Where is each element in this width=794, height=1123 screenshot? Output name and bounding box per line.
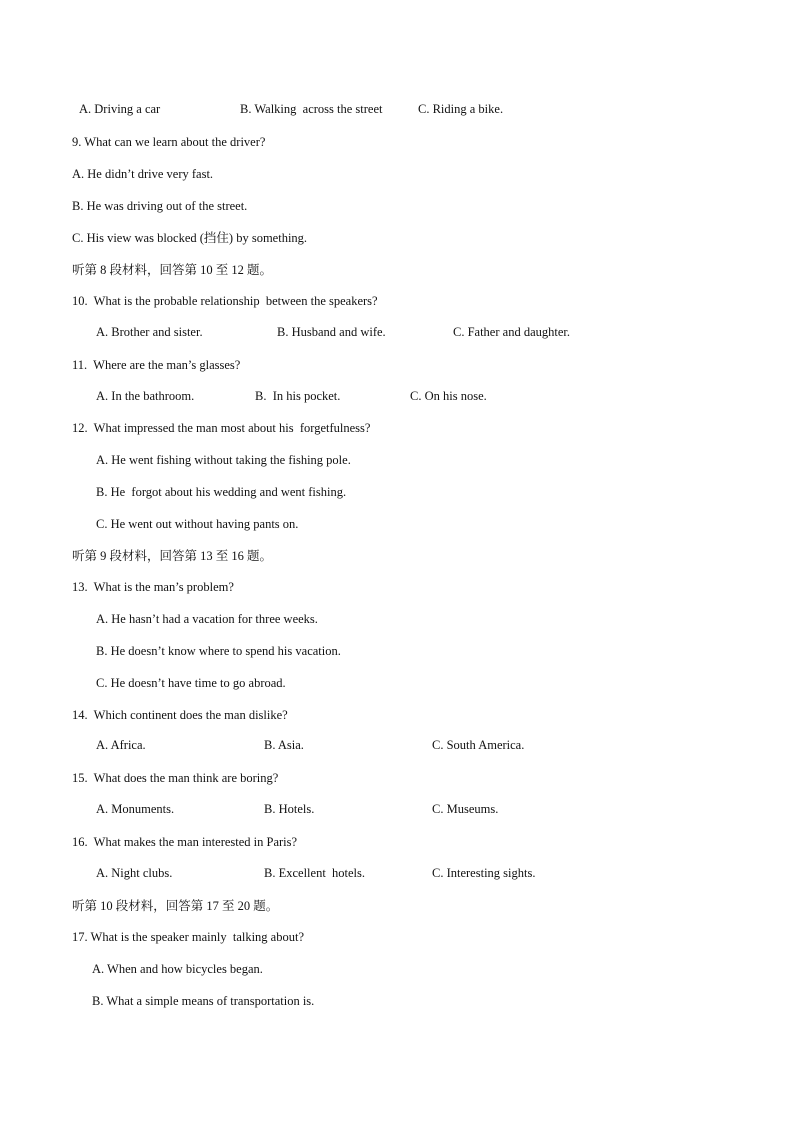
q14-option-c: C. South America. bbox=[432, 738, 525, 752]
q8-option-a: A. Driving a car bbox=[79, 102, 161, 116]
q10-stem: 10. What is the probable relationship between the speakers? bbox=[72, 294, 378, 308]
q15-option-a: A. Monuments. bbox=[96, 802, 175, 816]
q11-option-c: C. On his nose. bbox=[410, 389, 487, 403]
q17-stem: 17. What is the speaker mainly talking about? bbox=[72, 930, 305, 944]
q10-option-c: C. Father and daughter. bbox=[453, 325, 570, 339]
q13-option-a: A. He hasn’t had a vacation for three weeks. bbox=[96, 612, 318, 626]
q16-stem: 16. What makes the man interested in Paris? bbox=[72, 835, 298, 849]
q15-option-b: B. Hotels. bbox=[264, 802, 315, 816]
q17-option-b: B. What a simple means of transportation is. bbox=[92, 994, 315, 1008]
q9-option-c: C. His view was blocked (挡住) by something. bbox=[72, 231, 308, 245]
q10-option-a: A. Brother and sister. bbox=[96, 325, 203, 339]
q9-option-b: B. He was driving out of the street. bbox=[72, 199, 248, 213]
q13-option-c: C. He doesn’t have time to go abroad. bbox=[96, 676, 286, 690]
q10-option-b: B. Husband and wife. bbox=[277, 325, 386, 339]
q17-option-a: A. When and how bicycles began. bbox=[92, 962, 263, 976]
q14-stem: 14. Which continent does the man dislike? bbox=[72, 708, 288, 722]
q13-stem: 13. What is the man’s problem? bbox=[72, 580, 234, 594]
q15-stem: 15. What does the man think are boring? bbox=[72, 771, 279, 785]
q13-option-b: B. He doesn’t know where to spend his vacation. bbox=[96, 644, 341, 658]
q12-option-c: C. He went out without having pants on. bbox=[96, 517, 299, 531]
q8-option-c: C. Riding a bike. bbox=[418, 102, 504, 116]
q16-option-c: C. Interesting sights. bbox=[432, 866, 536, 880]
q11-option-b: B. In his pocket. bbox=[255, 389, 341, 403]
q12-option-a: A. He went fishing without taking the fishing pole. bbox=[96, 453, 351, 467]
section-heading-9: 听第 9 段材料，回答第 13 至 16 题。 bbox=[72, 549, 273, 563]
q9-option-a: A. He didn’t drive very fast. bbox=[72, 167, 214, 181]
q12-option-b: B. He forgot about his wedding and went fishing. bbox=[96, 485, 347, 499]
q12-stem: 12. What impressed the man most about his forgetfulness? bbox=[72, 421, 371, 435]
section-heading-8: 听第 8 段材料，回答第 10 至 12 题。 bbox=[72, 263, 273, 277]
q9-stem: 9. What can we learn about the driver? bbox=[72, 135, 266, 149]
q16-option-b: B. Excellent hotels. bbox=[264, 866, 366, 880]
q11-stem: 11. Where are the man’s glasses? bbox=[72, 358, 241, 372]
q14-option-a: A. Africa. bbox=[96, 738, 146, 752]
q8-option-b: B. Walking across the street bbox=[240, 102, 383, 116]
q16-option-a: A. Night clubs. bbox=[96, 866, 173, 880]
q11-option-a: A. In the bathroom. bbox=[96, 389, 195, 403]
q14-option-b: B. Asia. bbox=[264, 738, 304, 752]
q15-option-c: C. Museums. bbox=[432, 802, 499, 816]
section-heading-10: 听第 10 段材料，回答第 17 至 20 题。 bbox=[72, 899, 279, 913]
